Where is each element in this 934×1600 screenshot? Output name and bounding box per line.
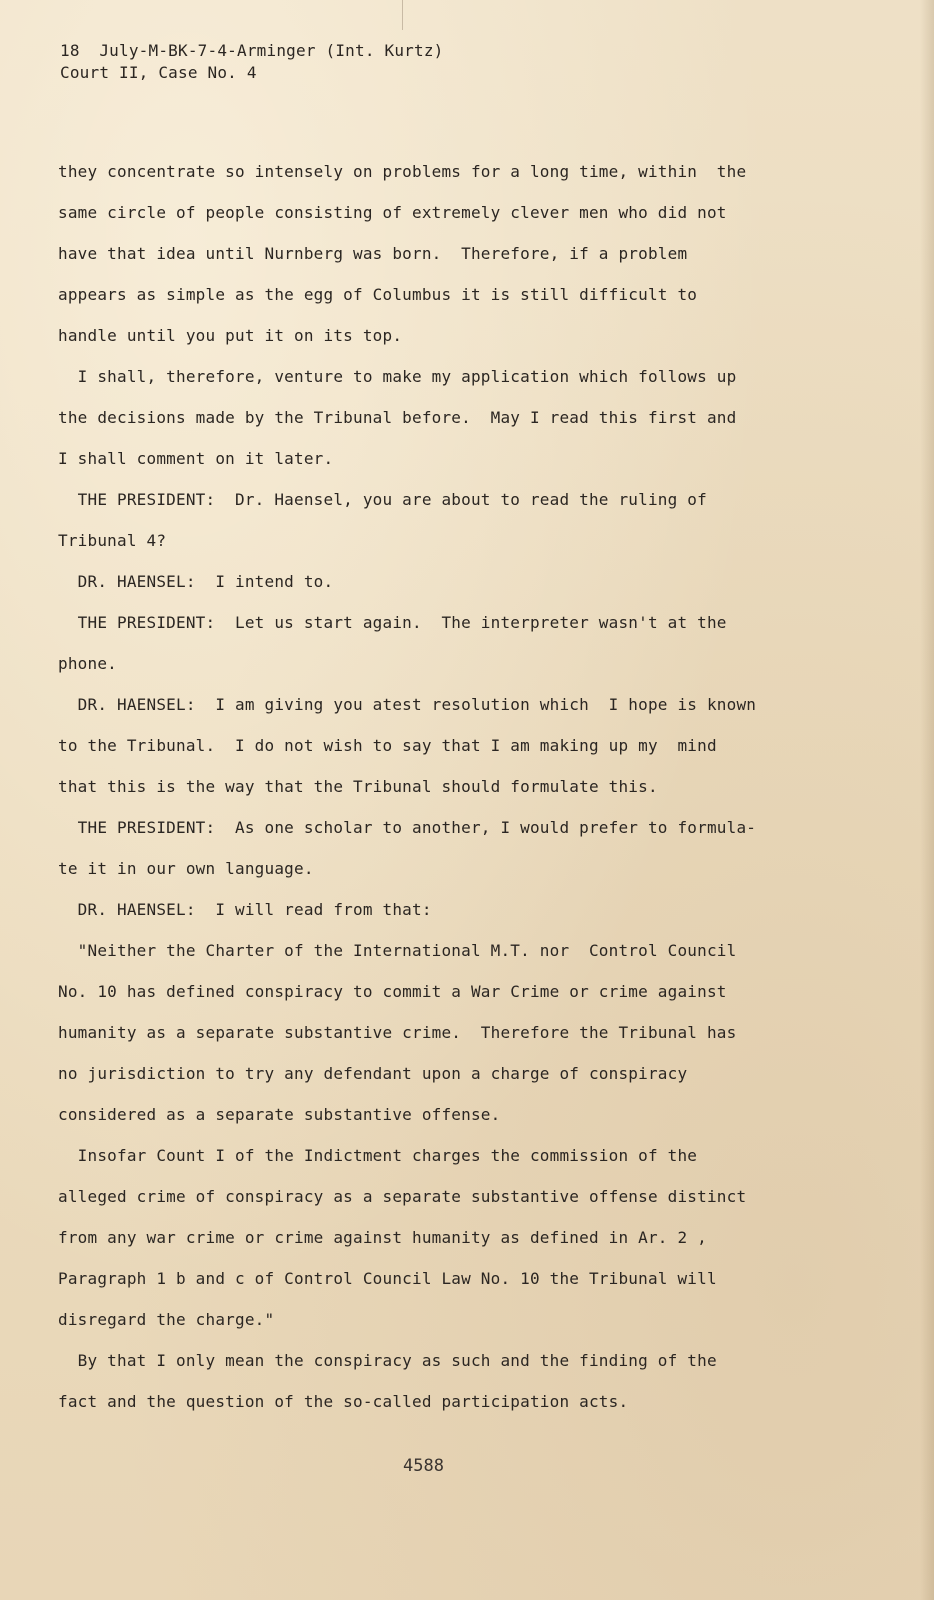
text-line: Tribunal 4? bbox=[58, 531, 167, 550]
text-line: I shall, therefore, venture to make my application which follows up bbox=[58, 367, 737, 386]
text-line: I shall comment on it later. bbox=[58, 449, 334, 468]
text-line: no jurisdiction to try any defendant upon a charge of conspiracy bbox=[58, 1064, 688, 1083]
transcript-body bbox=[58, 0, 878, 1600]
text-line: DR. HAENSEL: I will read from that: bbox=[58, 900, 432, 919]
text-line: Insofar Count I of the Indictment charges the commission of the bbox=[58, 1146, 698, 1165]
text-line: appears as simple as the egg of Columbus it is still difficult to bbox=[58, 285, 698, 304]
header-line-1: 18 July-M-BK-7-4-Arminger (Int. Kurtz) bbox=[60, 41, 444, 60]
text-line: THE PRESIDENT: As one scholar to another, I would prefer to formula- bbox=[58, 818, 757, 837]
text-line: they concentrate so intensely on problems for a long time, within the bbox=[58, 162, 747, 181]
text-line: humanity as a separate substantive crime. Therefore the Tribunal has bbox=[58, 1023, 737, 1042]
text-line: that this is the way that the Tribunal should formulate this. bbox=[58, 777, 658, 796]
text-line: same circle of people consisting of extremely clever men who did not bbox=[58, 203, 727, 222]
text-line: DR. HAENSEL: I intend to. bbox=[58, 572, 334, 591]
text-line: By that I only mean the conspiracy as such and the finding of the bbox=[58, 1351, 717, 1370]
text-line: THE PRESIDENT: Dr. Haensel, you are about to read the ruling of bbox=[58, 490, 707, 509]
text-line: "Neither the Charter of the International M.T. nor Control Council bbox=[58, 941, 737, 960]
text-line: the decisions made by the Tribunal before. May I read this first and bbox=[58, 408, 737, 427]
text-line: disregard the charge." bbox=[58, 1310, 275, 1329]
text-line: te it in our own language. bbox=[58, 859, 314, 878]
text-line: Paragraph 1 b and c of Control Council Law No. 10 the Tribunal will bbox=[58, 1269, 717, 1288]
text-line: DR. HAENSEL: I am giving you atest resolution which I hope is known bbox=[58, 695, 757, 714]
page-number: 4588 bbox=[403, 1456, 444, 1476]
text-line: phone. bbox=[58, 654, 117, 673]
text-line: considered as a separate substantive offense. bbox=[58, 1105, 501, 1124]
header-line-2: Court II, Case No. 4 bbox=[60, 63, 257, 82]
text-line: THE PRESIDENT: Let us start again. The interpreter wasn't at the bbox=[58, 613, 727, 632]
paper-edge-shadow bbox=[920, 0, 934, 1600]
text-line: have that idea until Nurnberg was born. Therefore, if a problem bbox=[58, 244, 688, 263]
text-line: from any war crime or crime against humanity as defined in Ar. 2 , bbox=[58, 1228, 707, 1247]
text-line: No. 10 has defined conspiracy to commit a War Crime or crime against bbox=[58, 982, 727, 1001]
text-line: fact and the question of the so-called participation acts. bbox=[58, 1392, 629, 1411]
text-line: alleged crime of conspiracy as a separate substantive offense distinct bbox=[58, 1187, 747, 1206]
text-line: to the Tribunal. I do not wish to say that I am making up my mind bbox=[58, 736, 717, 755]
text-line: handle until you put it on its top. bbox=[58, 326, 403, 345]
